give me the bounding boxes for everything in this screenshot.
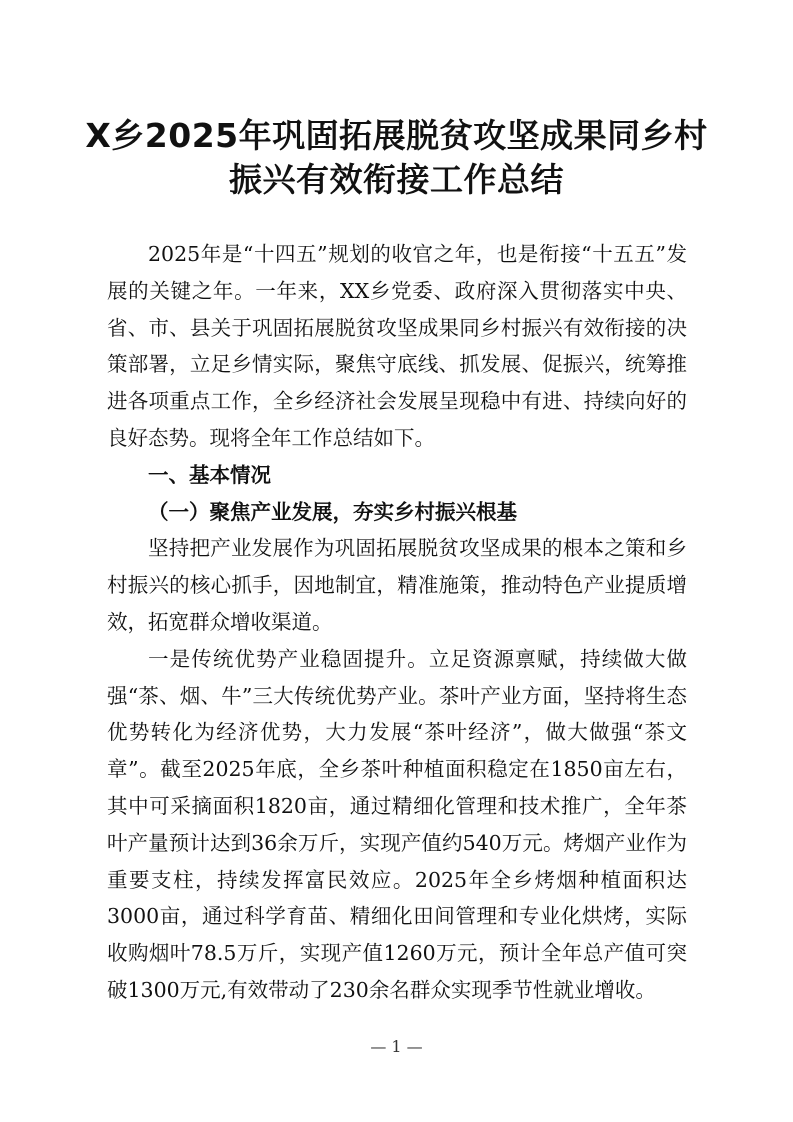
document-title-line-1: X乡2025年巩固拓展脱贫攻坚成果同乡村	[85, 116, 708, 155]
industry-paragraph: 坚持把产业发展作为巩固拓展脱贫攻坚成果的根本之策和乡村振兴的核心抓手，因地制宜，精准施策，推动特色产业提质增效，拓宽群众增收渠道。	[107, 536, 687, 634]
intro-paragraph: 2025年是“十四五”规划的收官之年，也是衔接“十五五”发展的关键之年。一年来，XX乡党委、政府深入贯彻落实中央、省、市、县关于巩固拓展脱贫攻坚成果同乡村振兴有效衔接的决策部署，立足乡情实际，聚焦守底线、抓发展、促振兴，统筹推进各项重点工作，全乡经济社会发展呈现稳中有进、持续向好的良好态势。现将全年工作总结如下。	[107, 242, 687, 450]
traditional-industry-text: 传统优势产业稳固提升。立足资源禀赋，持续做大做强“茶、烟、牛”三大传统优势产业。茶叶产业方面，坚持将生态优势转化为经济优势，大力发展“茶叶经济”，做大做强“茶文章”。截至2025年底，全乡茶叶种植面积稳定在1850亩左右，其中可采摘面积1820亩，通过精细化管理和技术推广，全年茶叶产量预计达到36余万斤，实现产值约540万元。烤烟产业作为重要支柱，持续发挥富民效应。2025年全乡烤烟种植面积达3000亩，通过科学育苗、精细化田间管理和专业化烘烤，实际收购烟叶78.5万斤，实现产值1260万元，预计全年总产值可突破1300万元,有效带动了230余名群众实现季节性就业增收。	[107, 646, 688, 1002]
document-body	[107, 236, 687, 1009]
subsection-heading-industry: （一）聚焦产业发展，夯实乡村振兴根基	[148, 499, 517, 524]
page-number: — 1 —	[370, 1037, 423, 1056]
traditional-industry-paragraph	[107, 641, 687, 1009]
paragraph-lead-label: 一是	[148, 646, 192, 671]
document-title-line-2: 振兴有效衔接工作总结	[229, 160, 564, 199]
section-heading-basic-situation: 一、基本情况	[148, 462, 271, 487]
